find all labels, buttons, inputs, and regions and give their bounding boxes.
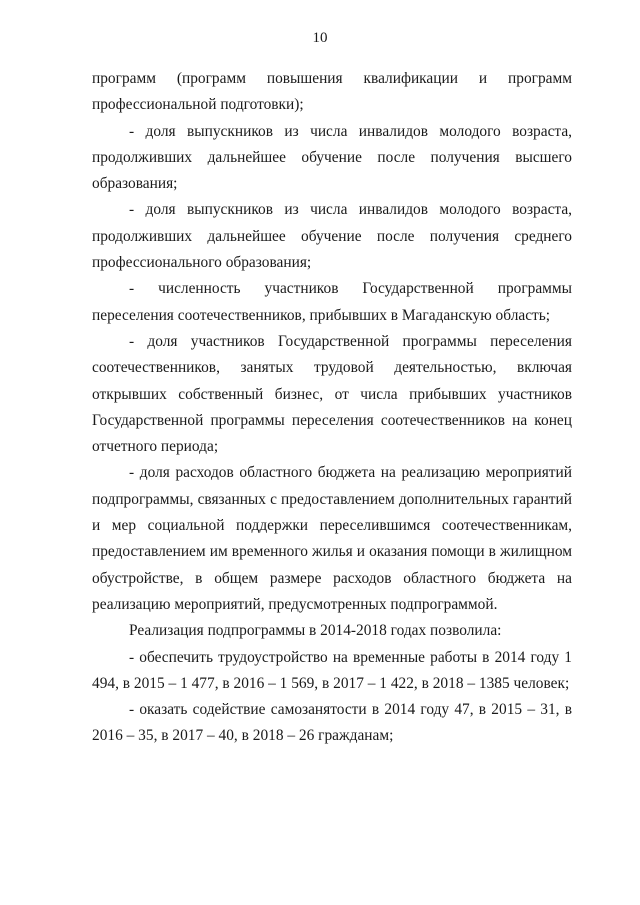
list-item-temporary-employment: - обеспечить трудоустройство на временные работы в 2014 году 1 494, в 2015 – 1 477, в 2016 – 1 569, в 2017 – 1 422, в 2018 – 1385 человек; [92, 648, 572, 692]
list-item-budget-expenses-share: - доля расходов областного бюджета на реализацию мероприятий подпрограммы, связанных с предоставлением дополнительных гарантий и мер социальной поддержки переселившимся соотечественникам, предоставлением им временного жилья и оказания помощи в жилищном обустройстве, в общем размере расходов областного бюджета на реализацию мероприятий, предусмотренных подпрограммой. [92, 464, 572, 613]
page-number: 10 [312, 30, 328, 46]
paragraph-continuation: программ (программ повышения квалификации и программ профессиональной подготовки); [92, 70, 572, 114]
list-item-self-employment: - оказать содействие самозанятости в 2014 году 47, в 2015 – 31, в 2016 – 35, в 2017 – 40, в 2018 – 26 гражданам; [92, 701, 572, 745]
paragraph-program-results-intro: Реализация подпрограммы в 2014-2018 годах позволила: [129, 622, 502, 640]
list-item-program-participants-count: - численность участников Государственной программы переселения соотечественников, прибывших в Магаданскую область; [92, 280, 572, 324]
document-body [92, 66, 572, 750]
list-item-graduates-secondary-education: - доля выпускников из числа инвалидов молодого возраста, продолживших дальнейшее обучение после получения среднего профессионального образования; [92, 201, 572, 272]
list-item-graduates-higher-education: - доля выпускников из числа инвалидов молодого возраста, продолживших дальнейшее обучение после получения высшего образования; [92, 122, 572, 193]
list-item-employed-participants-share: - доля участников Государственной программы переселения соотечественников, занятых трудовой деятельностью, включая открывших собственный бизнес, от числа прибывших участников Государственной программы переселения соотечественников на конец отчетного периода; [92, 332, 572, 456]
